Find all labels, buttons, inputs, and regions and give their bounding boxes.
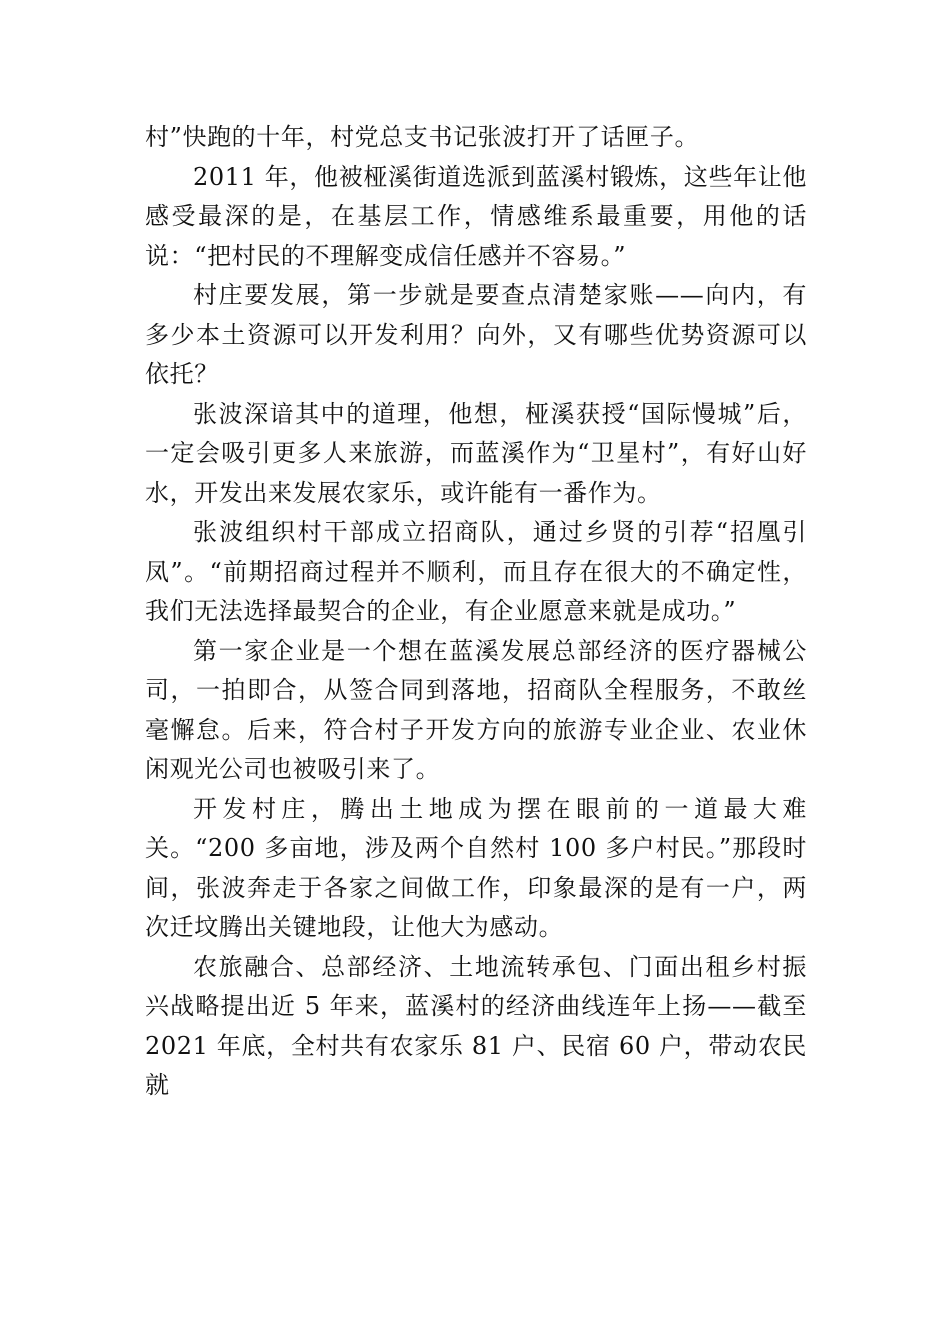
paragraph-continuation: 村”快跑的十年，村党总支书记张波打开了话匣子。 [145,123,700,151]
article-body [145,118,807,1106]
paragraph-first-company: 第一家企业是一个想在蓝溪发展总部经济的医疗器械公司，一拍即合，从签合同到落地，招商队全程服务，不敢丝毫懈怠。后来，符合村子开发方向的旅游专业企业、农业休闲观光公司也被吸引来了。 [145,636,807,783]
paragraph-resources: 村庄要发展，第一步就是要查点清楚家账——向内，有多少本土资源可以开发利用？向外，又有哪些优势资源可以依托？ [145,281,807,388]
paragraph-investment-team: 张波组织村干部成立招商队，通过乡贤的引荐“招凰引凤”。“前期招商过程并不顺利，而且存在很大的不确定性， 我们无法选择最契合的企业，有企业愿意来就是成功。” [145,518,807,625]
paragraph-slow-city: 张波深谙其中的道理，他想，桠溪获授“国际慢城”后，一定会吸引更多人来旅游，而蓝溪作为“卫星村”，有好山好水，开发出来发展农家乐，或许能有一番作为。 [145,399,807,507]
paragraph-economy: 农旅融合、总部经济、土地流转承包、门面出租乡村振兴战略提出近 5 年来，蓝溪村的经济曲线连年上扬——截至 2021 年底，全村共有农家乐 81 户、民宿 60 户，带动农民就 [145,952,807,1099]
paragraph-land: 开发村庄，腾出土地成为摆在眼前的一道最大难关。“200 多亩地，涉及两个自然村 100 多户村民。”那段时间，张波奔走于各家之间做工作，印象最深的是有一户，两次迁坟腾出关键地段，让他大为感动。 [145,794,807,941]
paragraph-selection: 2011 年，他被桠溪街道选派到蓝溪村锻炼，这些年让他感受最深的是，在基层工作，情感维系最重要，用他的话说：“把村民的不理解变成信任感并不容易。” [145,162,807,270]
